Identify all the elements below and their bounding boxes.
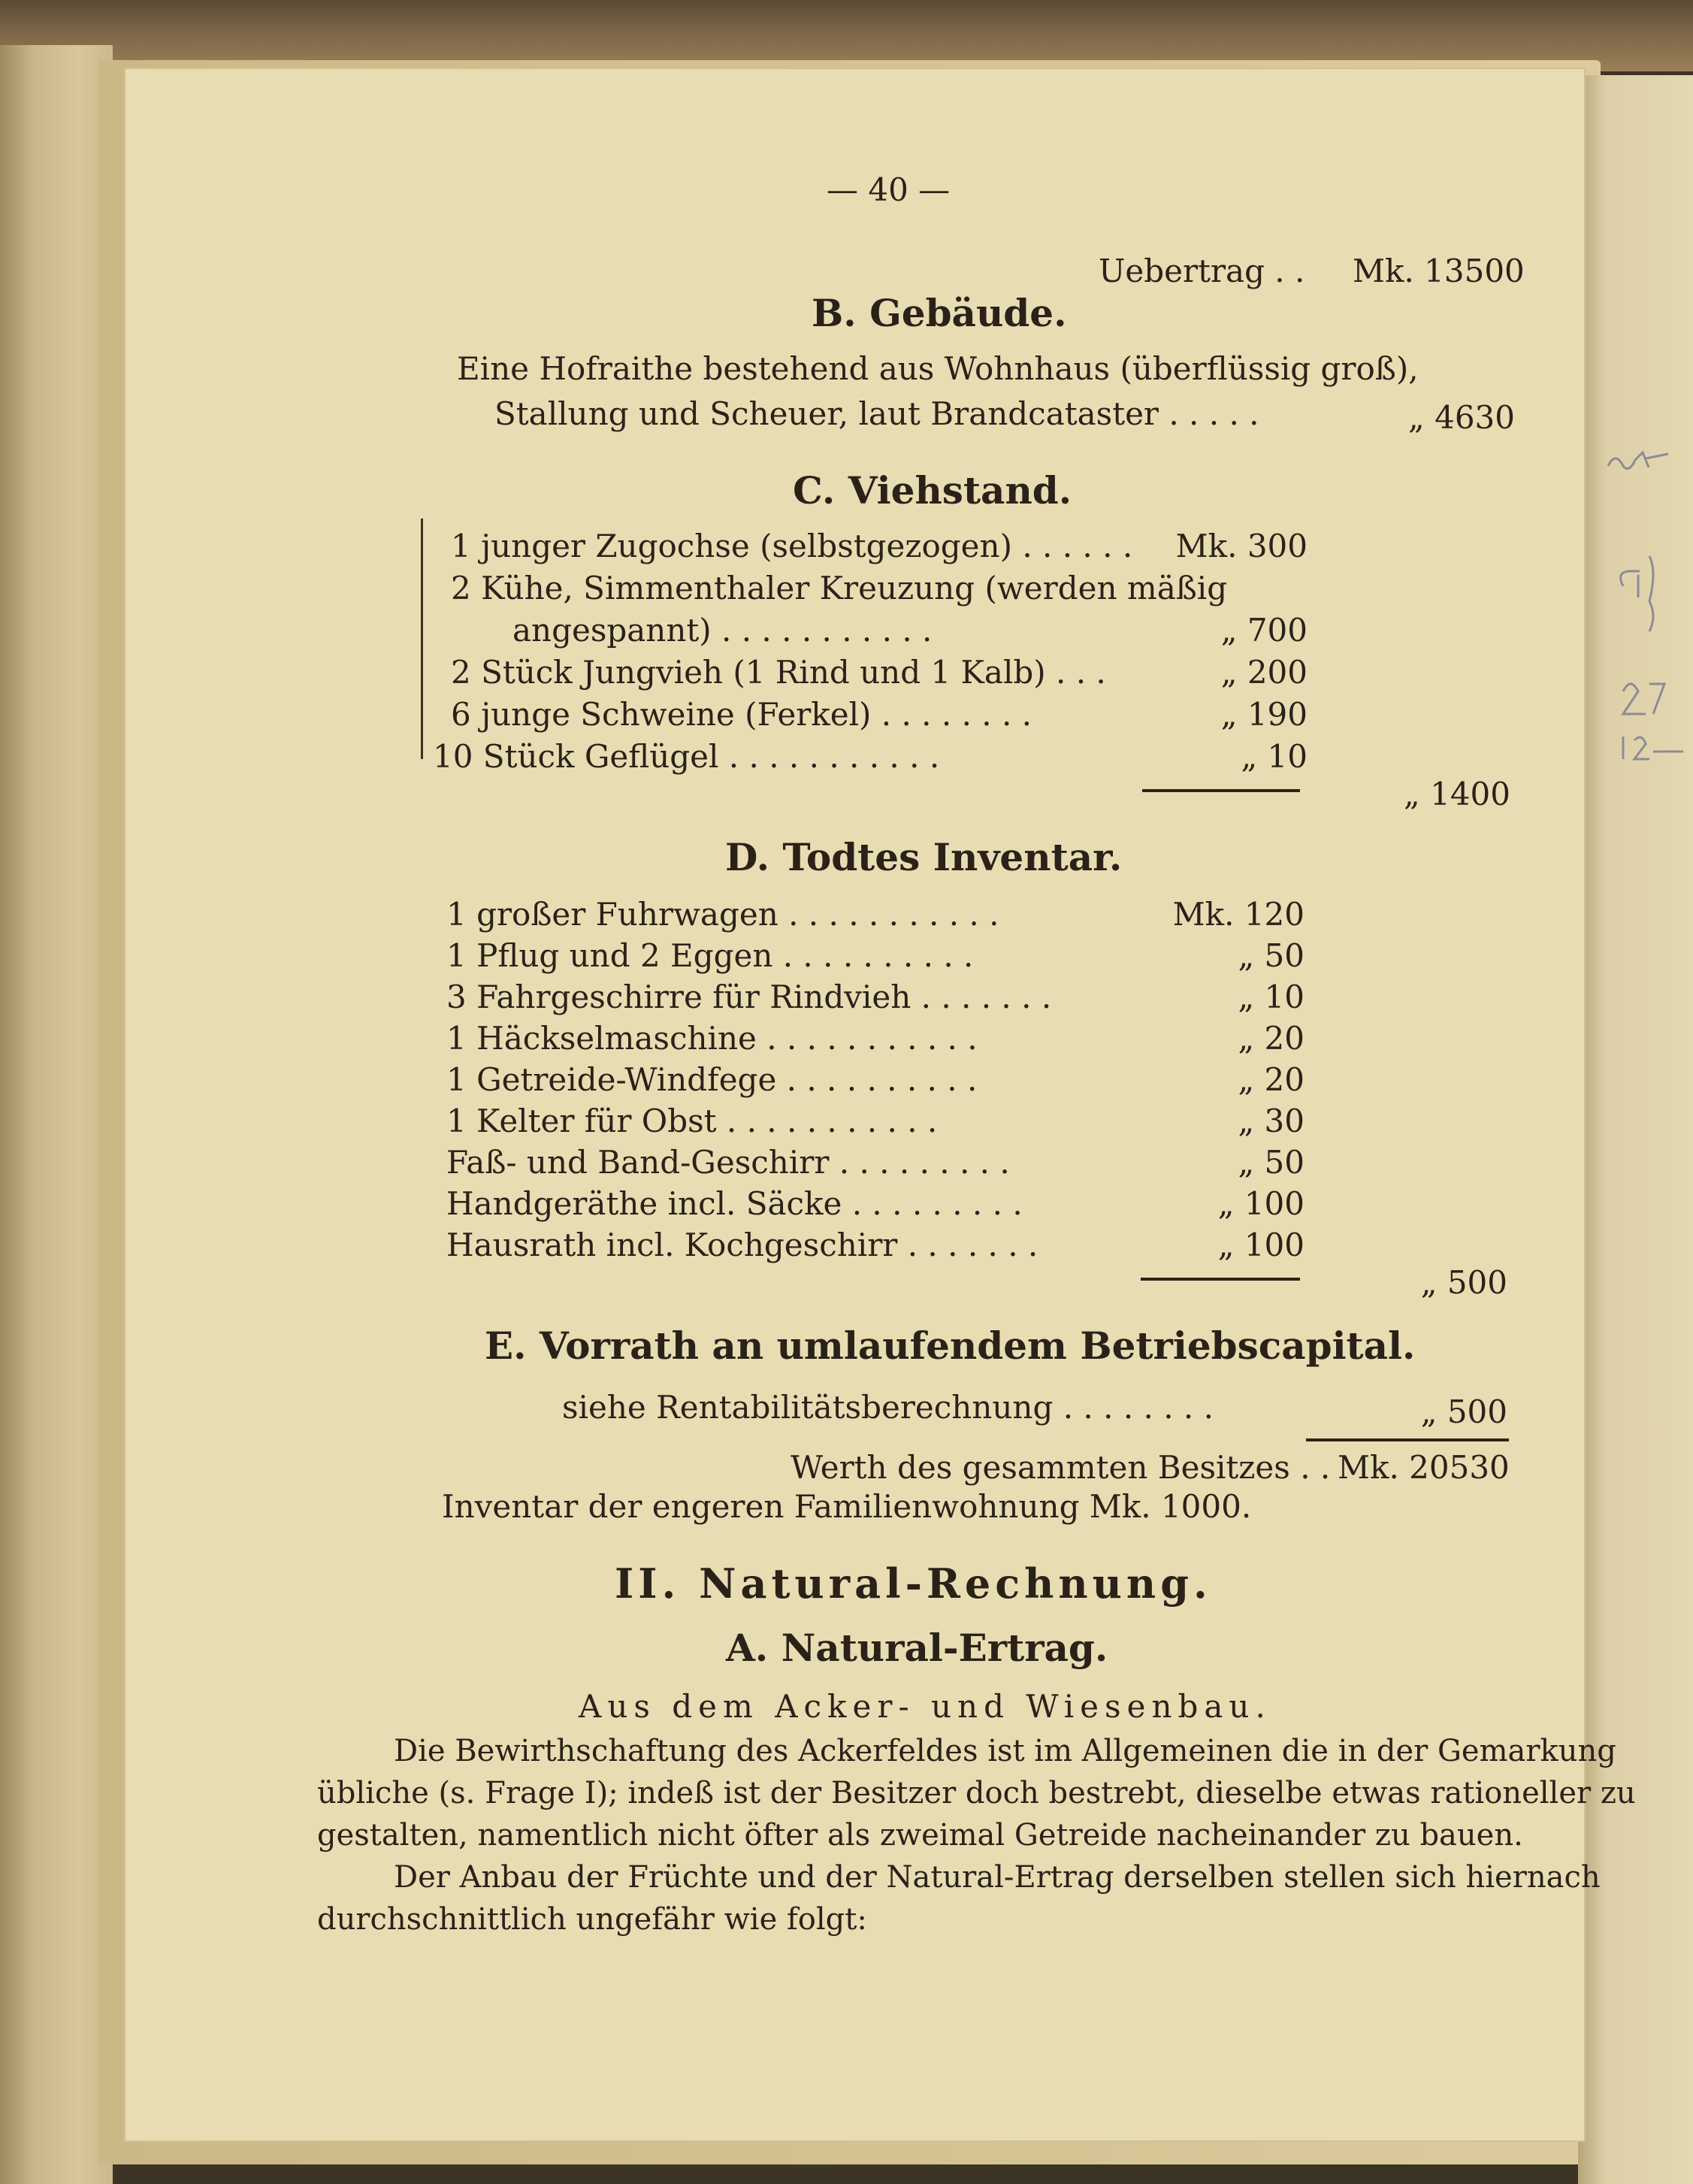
list-item: 1 junger Zugochse (selbstgezogen) . . . . . . bbox=[451, 528, 1133, 564]
list-item-value: Mk. 120 bbox=[1172, 896, 1305, 933]
subtotal-rule bbox=[1141, 1278, 1300, 1281]
section-d-heading: D. Todtes Inventar. bbox=[725, 835, 1123, 879]
list-item-value: „ 30 bbox=[1238, 1103, 1305, 1139]
paragraph-line: gestalten, namentlich nicht öfter als zweimal Getreide nacheinander zu bauen. bbox=[317, 1818, 1523, 1853]
section-c-heading: C. Viehstand. bbox=[793, 468, 1072, 513]
list-item: Hausrath incl. Kochgeschirr . . . . . . . bbox=[446, 1227, 1038, 1263]
list-item: Faß- und Band-Geschirr . . . . . . . . . bbox=[446, 1144, 1010, 1181]
list-item-value: „ 100 bbox=[1217, 1185, 1305, 1222]
section-ii-heading: II. Natural-Rechnung. bbox=[615, 1559, 1212, 1608]
list-item: 10 Stück Geflügel . . . . . . . . . . . bbox=[433, 738, 940, 775]
page-number: — 40 — bbox=[827, 171, 951, 208]
paragraph-line: durchschnittlich ungefähr wie folgt: bbox=[317, 1902, 867, 1937]
list-item-value: „ 10 bbox=[1241, 738, 1308, 775]
paragraph-line: übliche (s. Frage I); indeß ist der Besitzer doch bestrebt, dieselbe etwas rationeller zu bbox=[317, 1776, 1636, 1810]
list-item: 6 junge Schweine (Ferkel) . . . . . . . . bbox=[451, 696, 1032, 733]
list-item-value: Mk. 300 bbox=[1175, 528, 1308, 564]
list-item: Handgeräthe incl. Säcke . . . . . . . . . bbox=[446, 1185, 1023, 1222]
section-ii-a-heading: A. Natural-Ertrag. bbox=[726, 1626, 1108, 1670]
list-item-value: „ 50 bbox=[1238, 1144, 1305, 1181]
list-item-value: „ 100 bbox=[1217, 1227, 1305, 1263]
list-item: 1 Häckselmaschine . . . . . . . . . . . bbox=[446, 1020, 978, 1057]
section-ii-subheading: Aus dem Acker- und Wiesenbau. bbox=[579, 1688, 1271, 1725]
list-item: 3 Fahrgeschirre für Rindvieh . . . . . . . bbox=[446, 979, 1052, 1015]
inventar-note: Inventar der engeren Familienwohnung Mk. 1000. bbox=[442, 1488, 1252, 1525]
book-left-page-edges bbox=[0, 45, 113, 2184]
list-item-value: „ 20 bbox=[1238, 1020, 1305, 1057]
section-c-total: „ 1400 bbox=[1404, 776, 1510, 812]
uebertrag-amount: Mk. 13500 bbox=[1353, 253, 1525, 289]
list-item: 1 großer Fuhrwagen . . . . . . . . . . . bbox=[446, 896, 999, 933]
grand-total-rule bbox=[1306, 1438, 1509, 1441]
section-d-total: „ 500 bbox=[1420, 1264, 1507, 1301]
list-item: 2 Stück Jungvieh (1 Rind und 1 Kalb) . . . bbox=[451, 654, 1106, 691]
list-item: 1 Getreide-Windfege . . . . . . . . . . bbox=[446, 1061, 978, 1098]
werth-amount: Mk. 20530 bbox=[1338, 1449, 1510, 1486]
werth-label: Werth des gesammten Besitzes . . bbox=[791, 1449, 1331, 1486]
list-item-value: „ 200 bbox=[1220, 654, 1308, 691]
section-e-line: siehe Rentabilitätsberechnung . . . . . . . . bbox=[562, 1389, 1214, 1426]
section-b-amount: „ 4630 bbox=[1408, 399, 1515, 436]
paragraph-line: Die Bewirthschaftung des Ackerfeldes ist im Allgemeinen die in der Gemarkung bbox=[394, 1734, 1616, 1768]
list-item-value: „ 700 bbox=[1220, 612, 1308, 649]
paragraph-line: Der Anbau der Früchte und der Natural-Ertrag derselben stellen sich hiernach bbox=[394, 1860, 1601, 1895]
list-item: 1 Kelter für Obst . . . . . . . . . . . bbox=[446, 1103, 938, 1139]
section-b-line1: Eine Hofraithe bestehend aus Wohnhaus (überflüssig groß), bbox=[457, 350, 1419, 387]
list-item-value: „ 10 bbox=[1238, 979, 1305, 1015]
section-b-heading: B. Gebäude. bbox=[812, 291, 1067, 335]
list-item: 2 Kühe, Simmenthaler Kreuzung (werden mäßig bbox=[451, 570, 1228, 606]
list-item-value: „ 190 bbox=[1220, 696, 1308, 733]
section-e-heading: E. Vorrath an umlaufendem Betriebscapital. bbox=[485, 1323, 1416, 1368]
section-e-amount: „ 500 bbox=[1420, 1393, 1507, 1430]
list-item: angespannt) . . . . . . . . . . . bbox=[512, 612, 933, 649]
pencil-scribble-icon bbox=[1593, 421, 1693, 797]
list-item-value: „ 50 bbox=[1238, 937, 1305, 974]
margin-bracket bbox=[421, 519, 423, 759]
list-item: 1 Pflug und 2 Eggen . . . . . . . . . . bbox=[446, 937, 974, 974]
section-b-line2: Stallung und Scheuer, laut Brandcataster . . . . . bbox=[494, 395, 1259, 432]
subtotal-rule bbox=[1142, 789, 1300, 792]
uebertrag-label: Uebertrag . . bbox=[1099, 253, 1305, 289]
list-item-value: „ 20 bbox=[1238, 1061, 1305, 1098]
